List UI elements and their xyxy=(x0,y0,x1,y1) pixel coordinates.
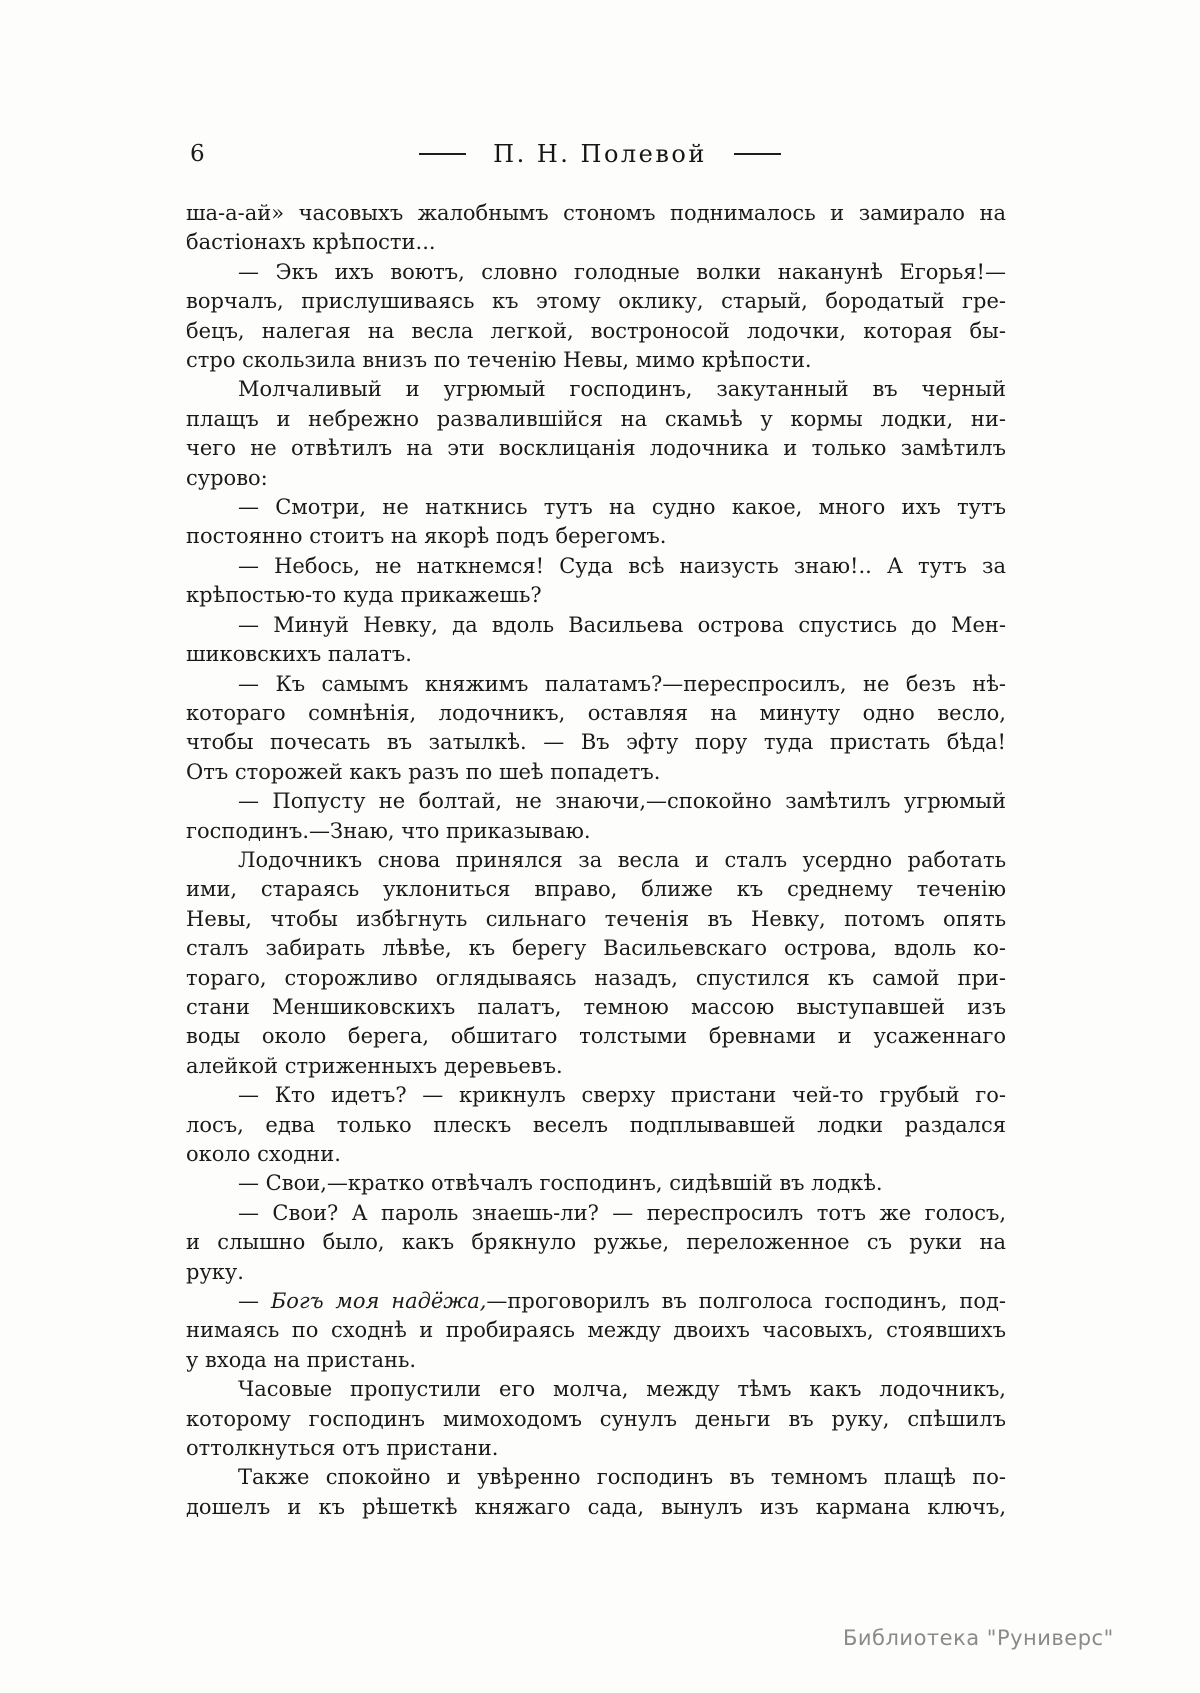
text-line: — Къ самымъ княжимъ палатамъ?—переспросилъ, не безъ нѣ- xyxy=(238,671,1006,696)
text-line: — Свои,—кратко отвѣчалъ господинъ, сидѣвшій въ лодкѣ. xyxy=(238,1171,883,1196)
text-line: ша-а-ай» часовыхъ жалобнымъ стономъ поднималось и замирало на xyxy=(186,201,1006,225)
text-line: воды около берега, обшитаго толстыми бревнами и усаженнаго xyxy=(186,1024,1006,1049)
text-line: у входа на пристань. xyxy=(186,1347,417,1372)
italic-phrase: Богъ моя надёжа, xyxy=(270,1289,487,1314)
text-line: нимаясь по сходнѣ и пробираясь между двоихъ часовыхъ, стоявшихъ xyxy=(186,1318,1006,1343)
text-line: Часовые пропустили его молча, между тѣмъ какъ лодочникъ, xyxy=(238,1377,1006,1402)
text-line: которому господинъ мимоходомъ сунулъ деньги въ руку, спѣшилъ xyxy=(186,1406,1006,1431)
text-line xyxy=(186,1287,1006,1316)
text-line: сурово: xyxy=(186,465,268,490)
page-number: 6 xyxy=(190,141,205,167)
text-line: — Свои? А пароль знаешь-ли? — переспросилъ тотъ же голосъ, xyxy=(238,1200,1006,1225)
text-line: бецъ, налегая на весла легкой, востроносой лодочки, которая бы- xyxy=(186,318,1006,343)
text-segment: — xyxy=(238,1289,271,1314)
text-line: чтобы почесать въ затылкѣ. — Въ эфту пору туда пристать бѣда! xyxy=(186,730,1006,755)
text-line: котораго сомнѣнія, лодочникъ, оставляя на минуту одно весло, xyxy=(186,700,1006,725)
text-line: — Смотри, не наткнись тутъ на судно какое, много ихъ тутъ xyxy=(238,495,1006,520)
header-rule-right-icon xyxy=(734,153,781,155)
text-line: Невы, чтобы избѣгнуть сильнаго теченія въ Невку, потомъ опять xyxy=(186,906,1006,931)
text-line: — Небось, не наткнемся! Суда всѣ наизусть знаю!.. А тутъ за xyxy=(238,553,1006,578)
text-line: лосъ, едва только плескъ веселъ подплывавшей лодки раздался xyxy=(186,1112,1006,1137)
text-line: и слышно было, какъ брякнуло ружье, переложенное съ руки на xyxy=(186,1230,1006,1255)
text-segment: —проговорилъ въ полголоса господинъ, под- xyxy=(486,1289,1006,1314)
text-line: дошелъ и къ рѣшеткѣ княжаго сада, вынулъ изъ кармана ключъ, xyxy=(186,1494,1006,1519)
text-line: стани Меншиковскихъ палатъ, темною массою выступавшей изъ xyxy=(186,994,1006,1019)
text-line: плащъ и небрежно развалившійся на скамьѣ у кормы лодки, ни- xyxy=(186,406,1006,431)
library-watermark: Библиотека "Руниверс" xyxy=(843,1626,1114,1650)
text-line: Молчаливый и угрюмый господинъ, закутанный въ черный xyxy=(238,377,1006,402)
text-line: Также спокойно и увѣренно господинъ въ темномъ плащѣ по- xyxy=(238,1465,1006,1490)
text-line: чего не отвѣтилъ на эти восклицанія лодочника и только замѣтилъ xyxy=(186,436,1006,461)
text-line: ворчалъ, прислушиваясь къ этому оклику, старый, бородатый гре- xyxy=(186,289,1006,314)
text-line: господинъ.—Знаю, что приказываю. xyxy=(186,818,591,843)
text-line: ими, стараясь уклониться вправо, ближе къ среднему теченію xyxy=(186,877,1006,902)
text-line: Лодочникъ снова принялся за весла и сталъ усердно работать xyxy=(238,847,1006,872)
text-line: — Минуй Невку, да вдоль Васильева острова спустись до Мен- xyxy=(238,612,1006,637)
text-line: шиковскихъ палатъ. xyxy=(186,642,412,667)
text-line: постоянно стоитъ на якорѣ подъ берегомъ. xyxy=(186,524,667,549)
header-title: П. Н. Полевой xyxy=(493,140,707,168)
text-line: алейкой стриженныхъ деревьевъ. xyxy=(186,1053,563,1078)
text-line: бастіонахъ крѣпости... xyxy=(186,230,436,255)
text-line: крѣпостью-то куда прикажешь? xyxy=(186,583,542,608)
text-line: тораго, сторожливо оглядываясь назадъ, спустился къ самой при- xyxy=(186,965,1006,990)
text-line: около сходни. xyxy=(186,1142,341,1166)
text-line: Отъ сторожей какъ разъ по шеѣ попадетъ. xyxy=(186,759,661,784)
text-line: стро скользила внизъ по теченію Невы, мимо крѣпости. xyxy=(186,348,812,373)
header-rule-left-icon xyxy=(419,153,466,155)
text-line: — Экъ ихъ воютъ, словно голодные волки наканунѣ Егорья!— xyxy=(238,259,1006,284)
text-line: — Попусту не болтай, не знаючи,—спокойно замѣтилъ угрюмый xyxy=(238,789,1006,814)
text-line: — Кто идетъ? — крикнулъ сверху пристани чей-то грубый го- xyxy=(238,1083,1006,1108)
text-line: сталъ забирать лѣвѣе, къ берегу Васильевскаго острова, вдоль ко- xyxy=(186,936,1006,961)
running-header xyxy=(0,138,1200,170)
text-line: оттолкнуться отъ пристани. xyxy=(186,1436,499,1461)
body-text-block xyxy=(186,199,1006,1522)
text-line: руку. xyxy=(186,1259,244,1284)
